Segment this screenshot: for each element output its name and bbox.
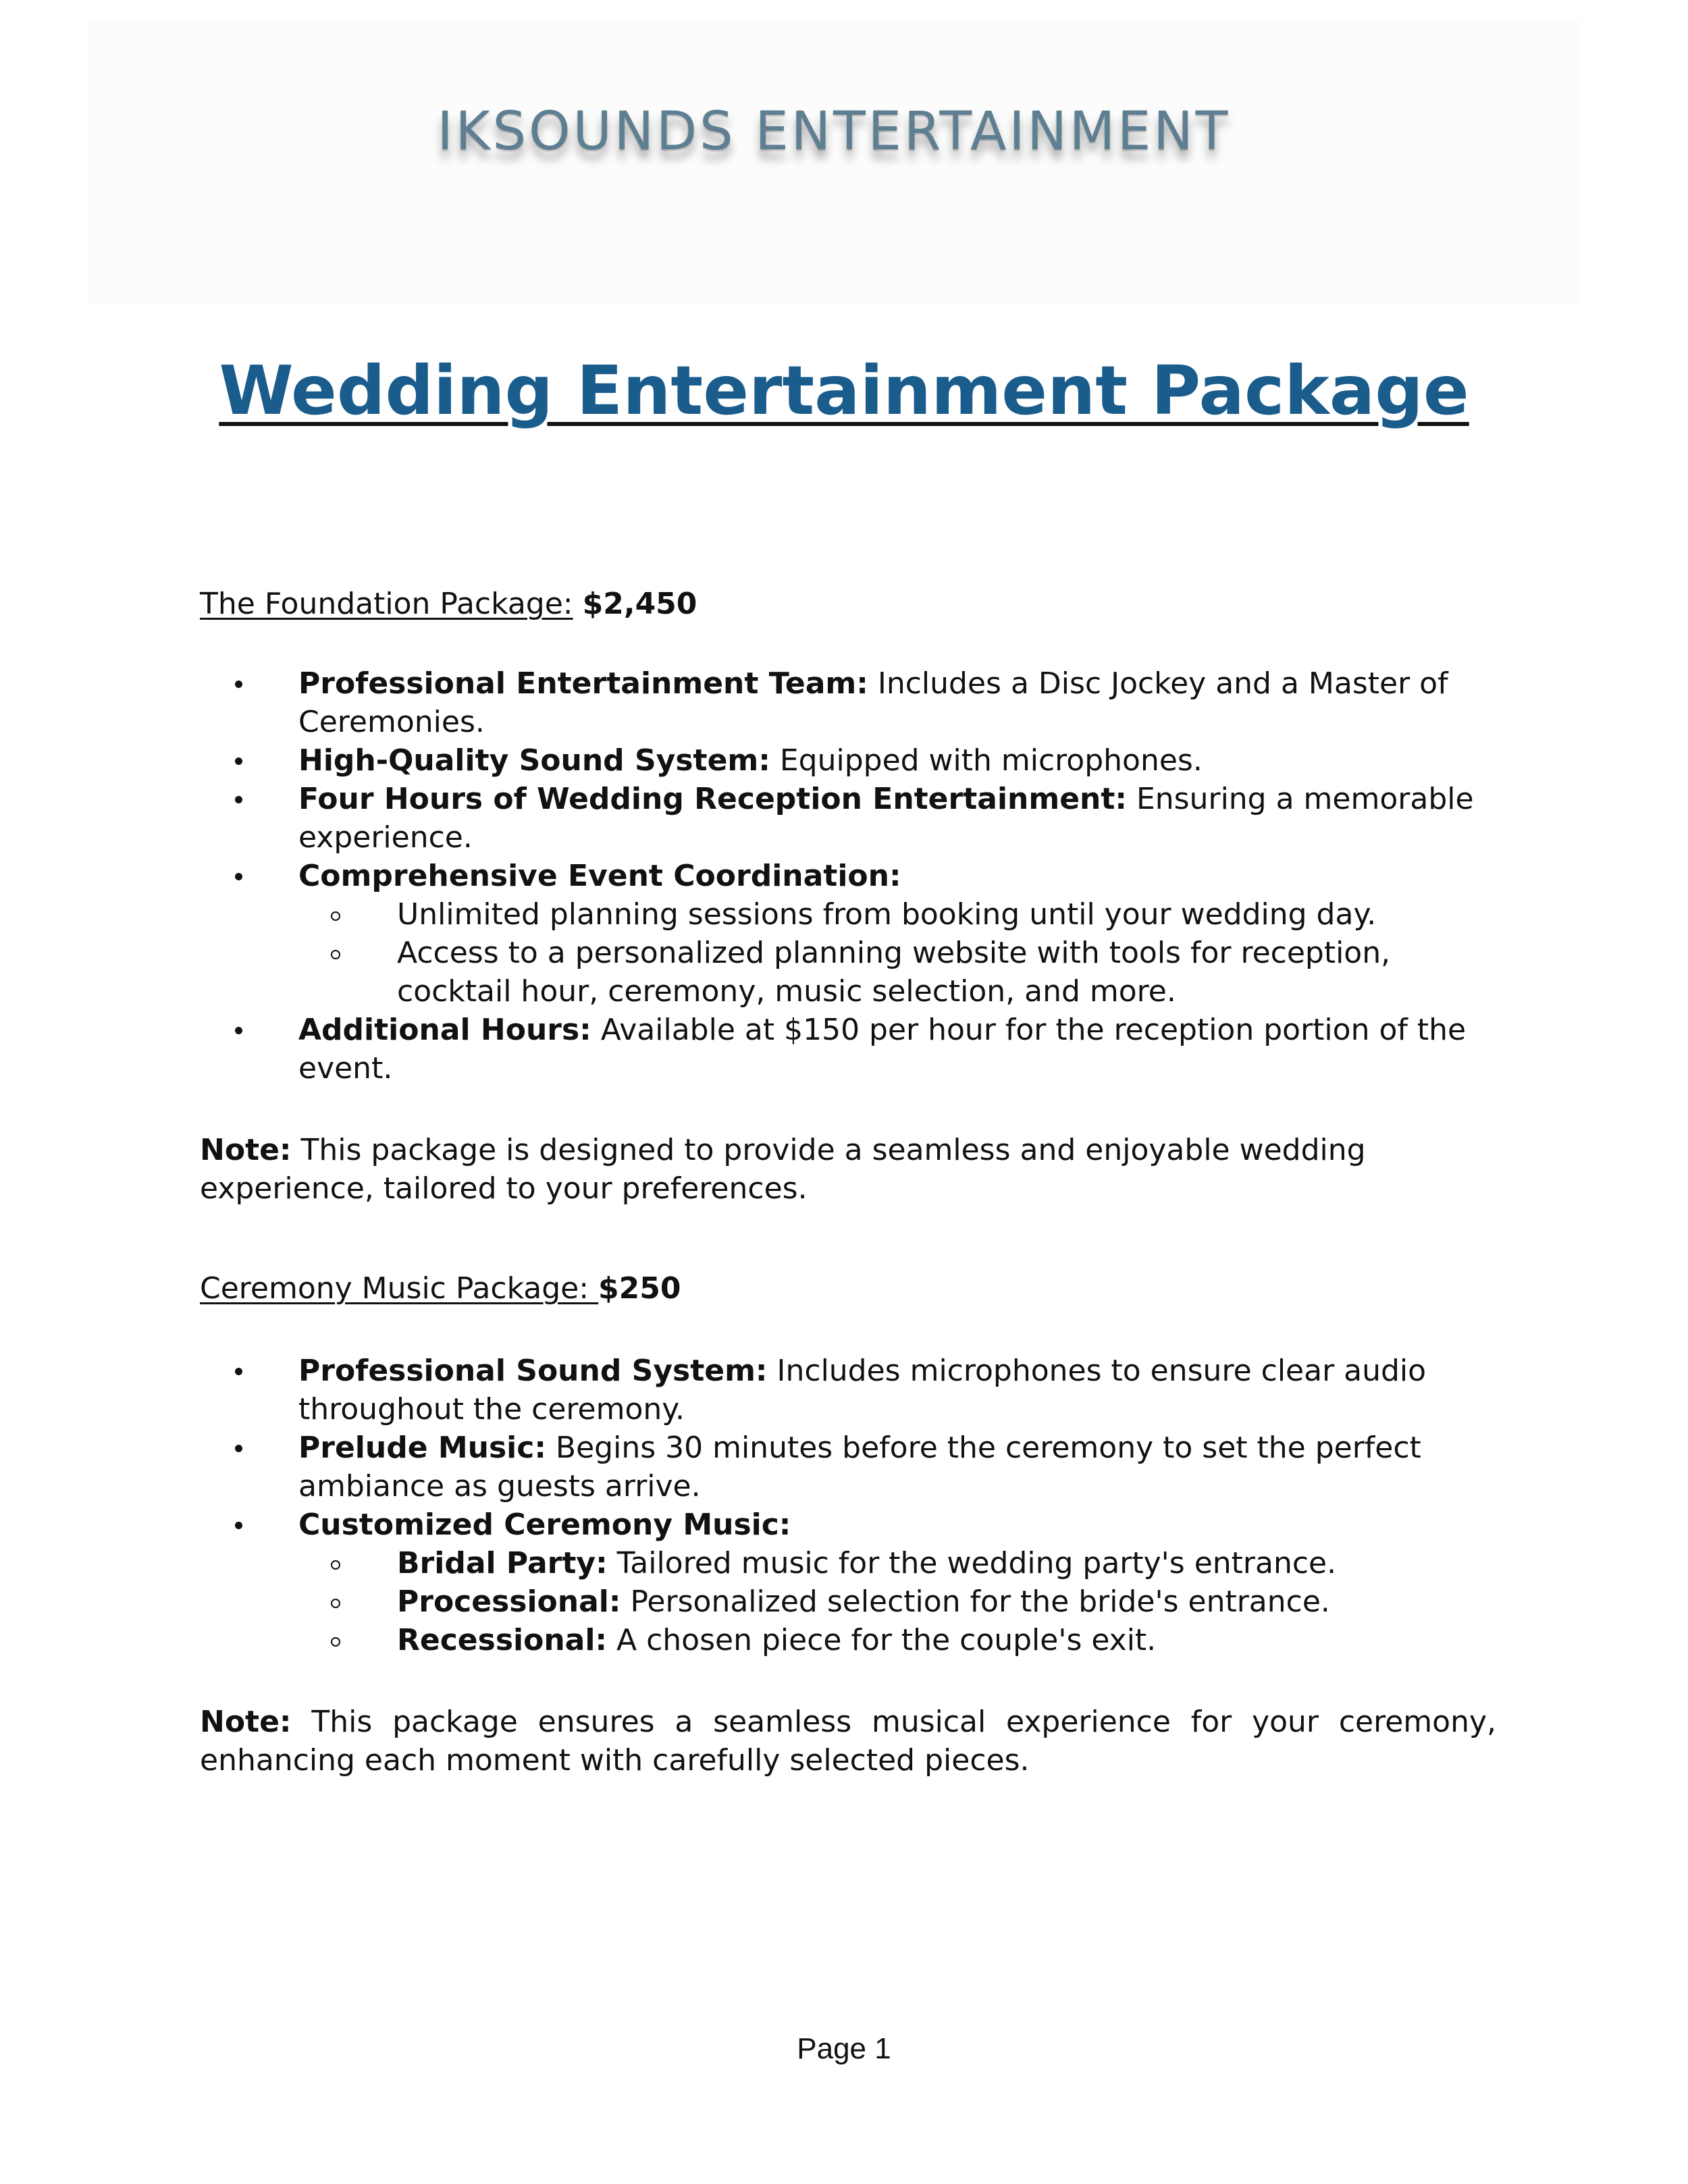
- foundation-package-price: $2,450: [582, 587, 697, 621]
- item-label: Professional Entertainment Team:: [298, 666, 868, 701]
- subitem-text: Tailored music for the wedding party's entrance.: [607, 1546, 1337, 1580]
- list-item: [200, 780, 1496, 857]
- item-label: High-Quality Sound System:: [298, 743, 770, 778]
- item-text: Available at $150 per hour for the reception portion of the event.: [298, 1013, 1467, 1086]
- item-text: Includes microphones to ensure clear audio throughout the ceremony.: [298, 1354, 1427, 1427]
- sublist-item: [298, 1621, 1496, 1659]
- item-label: Additional Hours:: [298, 1013, 591, 1047]
- subitem-label: Bridal Party:: [397, 1546, 608, 1580]
- coordination-sublist: [298, 895, 1496, 1011]
- subitem-text: Access to a personalized planning website with tools for reception, cocktail hour, ceremony, music selection, and more.: [397, 936, 1391, 1009]
- header-banner: [88, 20, 1580, 304]
- item-label: Four Hours of Wedding Reception Entertainment:: [298, 782, 1127, 816]
- item-text: Includes a Disc Jockey and a Master of Ceremonies.: [298, 666, 1448, 739]
- ceremony-package-heading: [200, 1269, 1496, 1308]
- list-item: [200, 741, 1496, 780]
- foundation-package-label: The Foundation Package:: [200, 587, 573, 621]
- subitem-text: Personalized selection for the bride's entrance.: [621, 1584, 1330, 1619]
- foundation-package-section: [200, 585, 1496, 1208]
- list-item: [200, 1506, 1496, 1659]
- list-item: [200, 857, 1496, 1011]
- foundation-note: [200, 1131, 1496, 1208]
- item-text: Begins 30 minutes before the ceremony to set the perfect ambiance as guests arrive.: [298, 1431, 1421, 1503]
- ceremony-package-section: [200, 1269, 1496, 1780]
- foundation-package-heading: [200, 585, 1496, 624]
- item-label: Comprehensive Event Coordination:: [298, 859, 901, 893]
- list-item: [200, 664, 1496, 741]
- ceremony-note: [200, 1703, 1496, 1780]
- item-text: Ensuring a memorable experience.: [298, 782, 1474, 855]
- company-logo: IKSOUNDS ENTERTAINMENT: [437, 101, 1231, 162]
- ceremony-music-sublist: [298, 1544, 1496, 1659]
- subitem-text: Unlimited planning sessions from booking until your wedding day.: [397, 897, 1377, 932]
- foundation-feature-list: [200, 664, 1496, 1088]
- sublist-item: [298, 1582, 1496, 1621]
- sublist-item: [298, 895, 1496, 934]
- note-label: Note:: [200, 1705, 292, 1739]
- ceremony-package-price: $250: [598, 1271, 681, 1306]
- subitem-label: Recessional:: [397, 1623, 608, 1657]
- page-number: Page 1: [797, 2032, 891, 2065]
- item-text: Equipped with microphones.: [770, 743, 1203, 778]
- note-text: This package ensures a seamless musical experience for your ceremony, enhancing each moment with carefully selected pieces.: [200, 1705, 1496, 1778]
- item-label: Prelude Music:: [298, 1431, 546, 1465]
- item-label: Customized Ceremony Music:: [298, 1508, 791, 1542]
- note-text: This package is designed to provide a seamless and enjoyable wedding experience, tailored to your preferences.: [200, 1133, 1366, 1206]
- note-label: Note:: [200, 1133, 292, 1167]
- list-item: [200, 1352, 1496, 1429]
- sublist-item: [298, 1544, 1496, 1582]
- item-label: Professional Sound System:: [298, 1354, 768, 1388]
- page-title: Wedding Entertainment Package: [219, 351, 1469, 430]
- ceremony-feature-list: [200, 1352, 1496, 1659]
- subitem-text: A chosen piece for the couple's exit.: [607, 1623, 1157, 1657]
- list-item: [200, 1429, 1496, 1506]
- subitem-label: Processional:: [397, 1584, 621, 1619]
- sublist-item: [298, 934, 1496, 1011]
- list-item: [200, 1011, 1496, 1088]
- ceremony-package-label: Ceremony Music Package:: [200, 1271, 599, 1306]
